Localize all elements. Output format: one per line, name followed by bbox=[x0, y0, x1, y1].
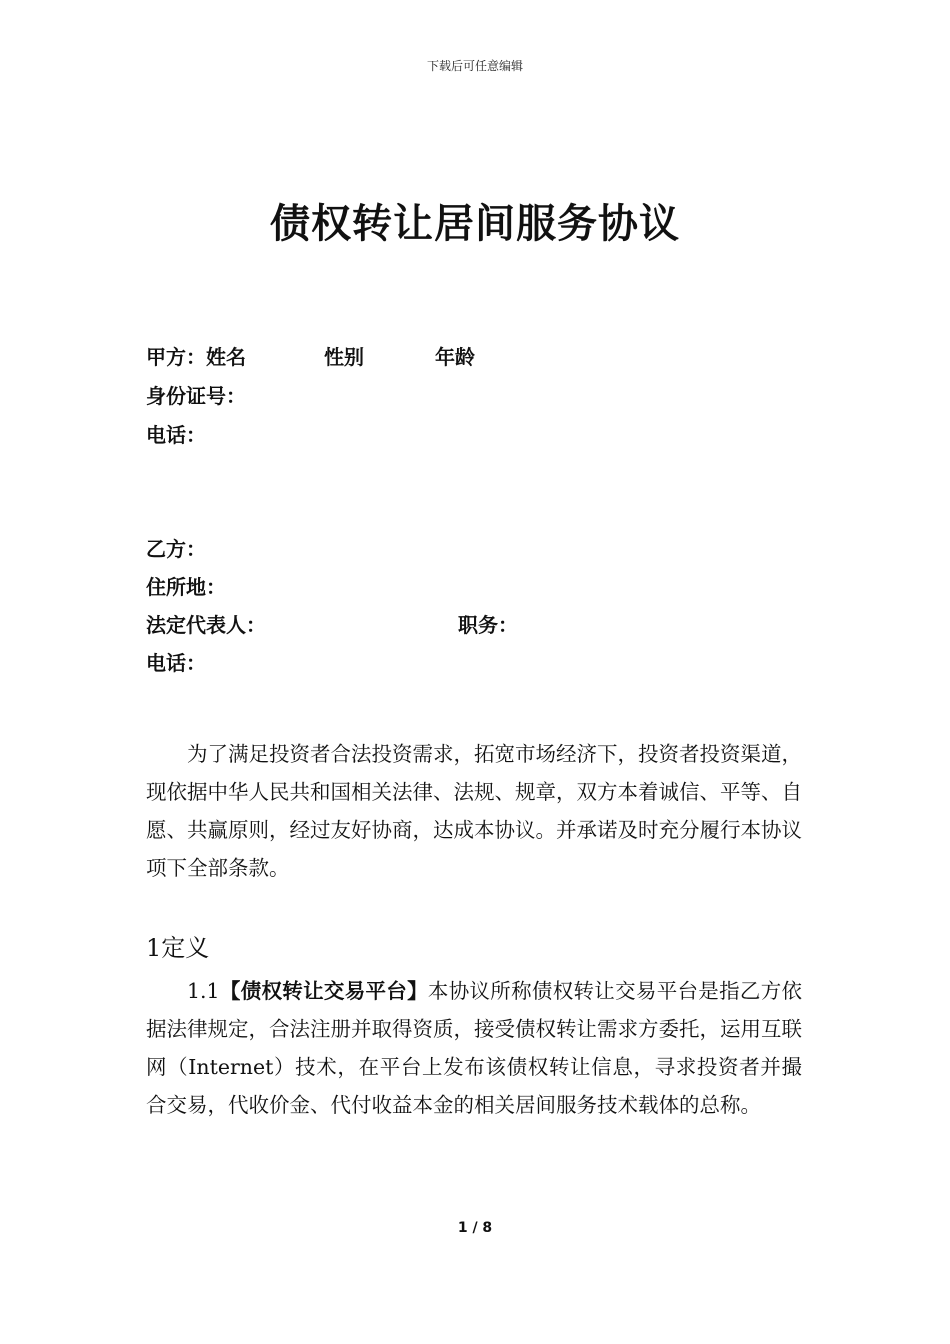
section-1-number: 1 bbox=[146, 934, 162, 962]
party-b-address-label: 住所地： bbox=[146, 575, 226, 599]
party-b-phone-label: 电话： bbox=[146, 651, 206, 675]
preamble-text: 为了满足投资者合法投资需求，拓宽市场经济下，投资者投资渠道，现依据中华人民共和国相关法律、法规、规章，双方本着诚信、平等、自愿、共赢原则，经过友好协商，达成本协议。并承诺及时充分履行本协议项下全部条款。 bbox=[146, 742, 802, 880]
party-a-name-label: 甲方：姓名 bbox=[146, 345, 246, 369]
clause-1-1-term: 【债权转让交易平台】 bbox=[219, 979, 428, 1003]
page-number: 1 / 8 bbox=[457, 1220, 493, 1236]
party-b-position-label: 职务： bbox=[458, 613, 518, 637]
party-a-gender-label: 性别 bbox=[324, 345, 364, 369]
clause-1-1-text: 本协议所称债权转让交易平台是指乙方依据法律规定，合法注册并取得资质，接受债权转让需求方委托，运用互联网（Internet）技术，在平台上发布该债权转让信息，寻求投资者并撮合交易，代收价金、代付收益本金的相关居间服务技术载体的总称。 bbox=[146, 979, 802, 1117]
clause-1-1-paragraph bbox=[146, 972, 802, 1124]
party-b-representative-label: 法定代表人： bbox=[146, 613, 266, 637]
clause-1-1-number: 1.1 bbox=[187, 979, 220, 1003]
section-1-heading bbox=[146, 928, 209, 963]
section-1-title: 定义 bbox=[161, 934, 210, 962]
party-a-age-label: 年龄 bbox=[435, 345, 475, 369]
party-a-id-label: 身份证号： bbox=[146, 384, 246, 408]
document-title: 债权转让居间服务协议 bbox=[270, 201, 680, 247]
header-note: 下载后可任意编辑 bbox=[426, 59, 523, 73]
party-b-label: 乙方： bbox=[146, 537, 206, 561]
party-a-phone-label: 电话： bbox=[146, 423, 206, 447]
preamble-paragraph bbox=[146, 735, 802, 887]
